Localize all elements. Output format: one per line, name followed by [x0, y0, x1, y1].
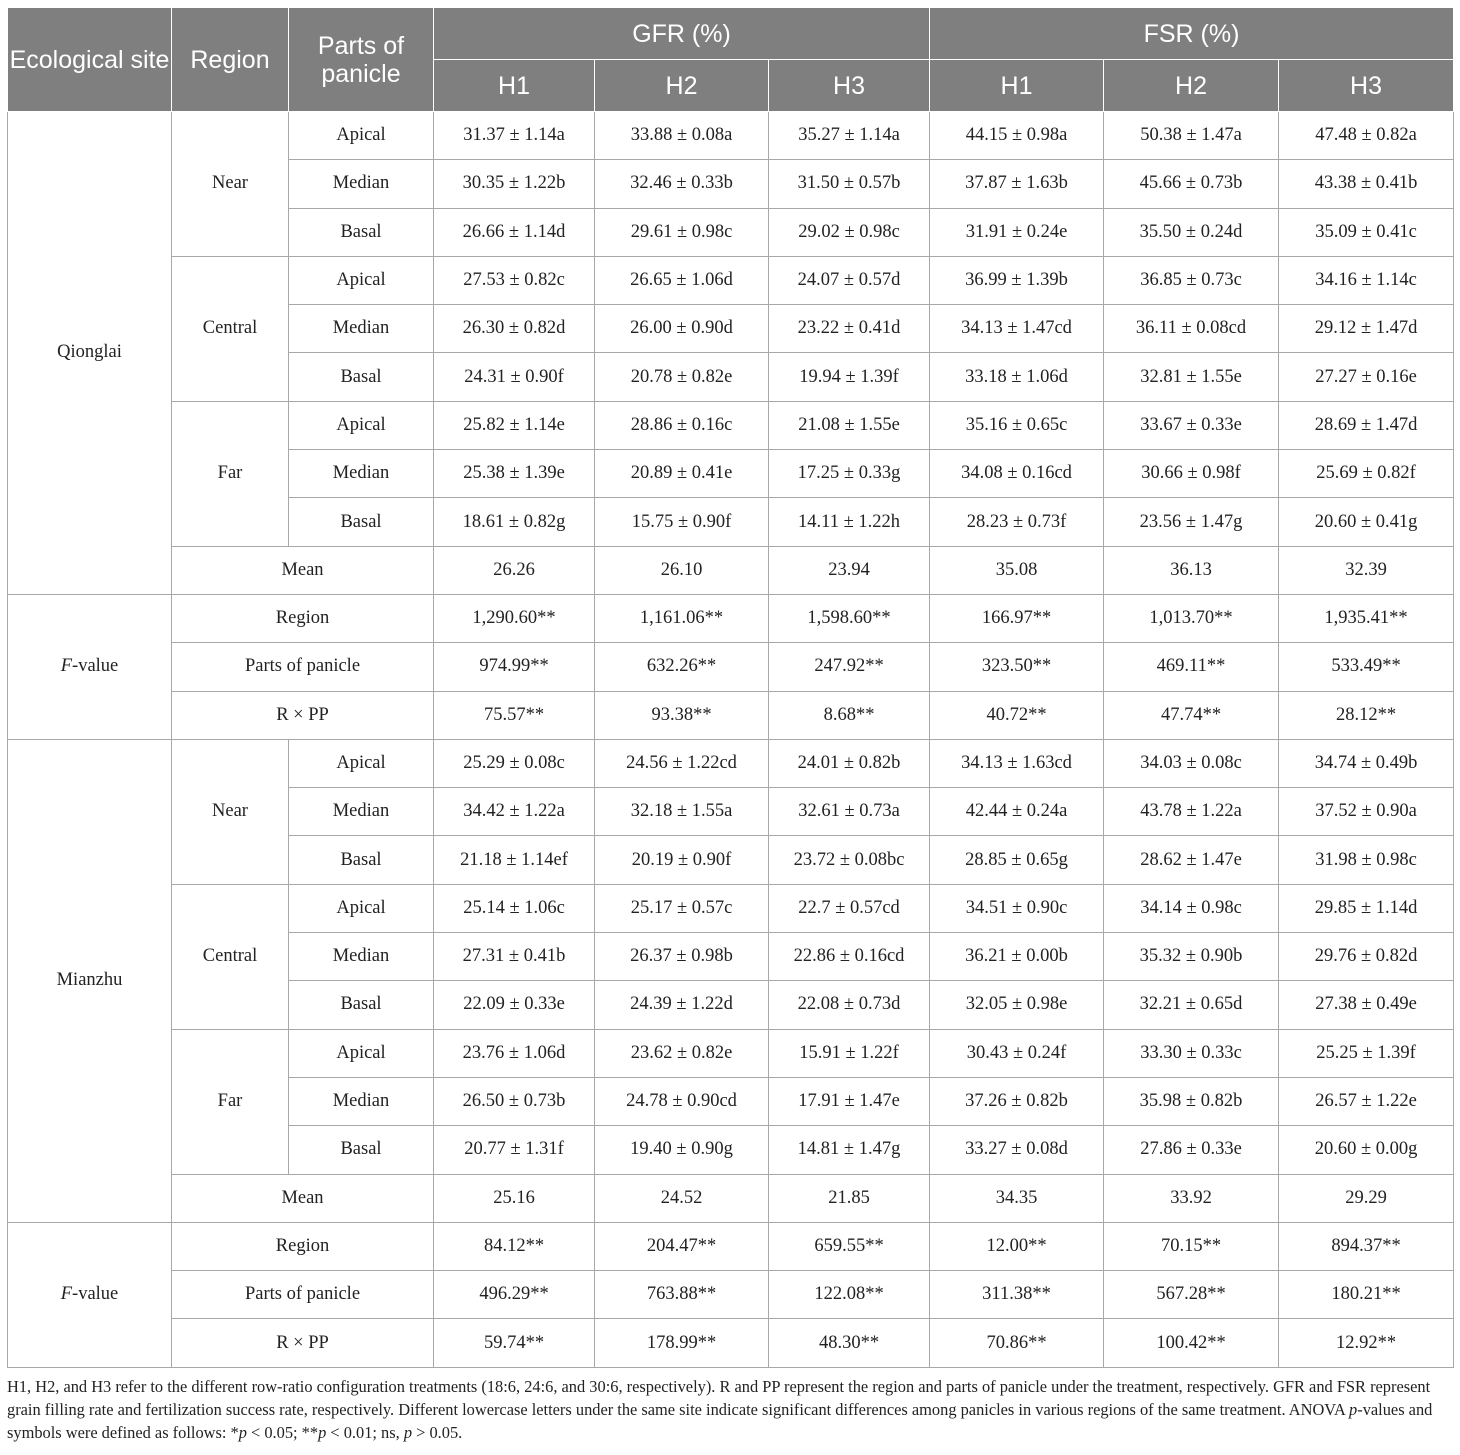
- value-cell: 36.85 ± 0.73c: [1104, 256, 1279, 304]
- value-cell: 24.56 ± 1.22cd: [595, 739, 769, 787]
- fvalue-value-cell: 533.49**: [1279, 643, 1454, 691]
- value-cell: 15.91 ± 1.22f: [769, 1029, 930, 1077]
- value-cell: 36.21 ± 0.00b: [930, 933, 1104, 981]
- value-cell: 22.08 ± 0.73d: [769, 981, 930, 1029]
- value-cell: 35.09 ± 0.41c: [1279, 208, 1454, 256]
- value-cell: 30.43 ± 0.24f: [930, 1029, 1104, 1077]
- footnote-p: p: [403, 1423, 413, 1442]
- mean-value-cell: 34.35: [930, 1174, 1104, 1222]
- fvalue-value-cell: 469.11**: [1104, 643, 1279, 691]
- panicle-part-cell: Basal: [289, 353, 434, 401]
- value-cell: 29.76 ± 0.82d: [1279, 933, 1454, 981]
- mean-value-cell: 33.92: [1104, 1174, 1279, 1222]
- site-name-cell: Mianzhu: [8, 739, 172, 1222]
- panicle-part-cell: Basal: [289, 981, 434, 1029]
- value-cell: 23.56 ± 1.47g: [1104, 498, 1279, 546]
- value-cell: 43.78 ± 1.22a: [1104, 788, 1279, 836]
- fvalue-row: [8, 643, 1454, 691]
- fvalue-value-cell: 180.21**: [1279, 1271, 1454, 1319]
- footnote-p: p: [318, 1423, 327, 1442]
- fvalue-value-cell: 1,935.41**: [1279, 594, 1454, 642]
- panicle-part-cell: Median: [289, 450, 434, 498]
- value-cell: 25.14 ± 1.06c: [434, 884, 595, 932]
- value-cell: 23.72 ± 0.08bc: [769, 836, 930, 884]
- table-body: [8, 112, 1454, 1368]
- fvalue-value-cell: 1,161.06**: [595, 594, 769, 642]
- value-cell: 30.35 ± 1.22b: [434, 160, 595, 208]
- fvalue-value-cell: 311.38**: [930, 1271, 1104, 1319]
- value-cell: 14.81 ± 1.47g: [769, 1126, 930, 1174]
- value-cell: 37.52 ± 0.90a: [1279, 788, 1454, 836]
- value-cell: 22.86 ± 0.16cd: [769, 933, 930, 981]
- value-cell: 42.44 ± 0.24a: [930, 788, 1104, 836]
- value-cell: 35.16 ± 0.65c: [930, 401, 1104, 449]
- region-name-cell: Central: [172, 256, 289, 401]
- footnote-text: -values and symbols were defined as follows: *: [7, 1400, 1433, 1442]
- footnote-p: p: [238, 1423, 247, 1442]
- value-cell: 27.86 ± 0.33e: [1104, 1126, 1279, 1174]
- panicle-part-cell: Apical: [289, 739, 434, 787]
- value-cell: 17.91 ± 1.47e: [769, 1077, 930, 1125]
- data-table-container: [7, 7, 1453, 1368]
- panicle-part-cell: Apical: [289, 1029, 434, 1077]
- panicle-part-cell: Apical: [289, 256, 434, 304]
- mean-value-cell: 23.94: [769, 546, 930, 594]
- value-cell: 36.99 ± 1.39b: [930, 256, 1104, 304]
- value-cell: 31.37 ± 1.14a: [434, 112, 595, 160]
- panicle-part-cell: Apical: [289, 884, 434, 932]
- value-cell: 26.00 ± 0.90d: [595, 305, 769, 353]
- value-cell: 34.08 ± 0.16cd: [930, 450, 1104, 498]
- fvalue-value-cell: 894.37**: [1279, 1222, 1454, 1270]
- value-cell: 33.67 ± 0.33e: [1104, 401, 1279, 449]
- fvalue-source-cell: Region: [172, 594, 434, 642]
- fvalue-value-cell: 659.55**: [769, 1222, 930, 1270]
- header-fsr-h2: H2: [1104, 60, 1279, 112]
- fvalue-value-cell: 59.74**: [434, 1319, 595, 1367]
- value-cell: 30.66 ± 0.98f: [1104, 450, 1279, 498]
- value-cell: 22.7 ± 0.57cd: [769, 884, 930, 932]
- value-cell: 19.40 ± 0.90g: [595, 1126, 769, 1174]
- value-cell: 20.77 ± 1.31f: [434, 1126, 595, 1174]
- value-cell: 50.38 ± 1.47a: [1104, 112, 1279, 160]
- fvalue-source-cell: R × PP: [172, 691, 434, 739]
- value-cell: 28.23 ± 0.73f: [930, 498, 1104, 546]
- value-cell: 31.50 ± 0.57b: [769, 160, 930, 208]
- fvalue-value-cell: 567.28**: [1104, 1271, 1279, 1319]
- value-cell: 35.98 ± 0.82b: [1104, 1077, 1279, 1125]
- value-cell: 34.14 ± 0.98c: [1104, 884, 1279, 932]
- table-row: [8, 256, 1454, 304]
- panicle-part-cell: Median: [289, 305, 434, 353]
- fvalue-value-cell: 84.12**: [434, 1222, 595, 1270]
- fvalue-value-cell: 1,290.60**: [434, 594, 595, 642]
- fvalue-value-cell: 1,013.70**: [1104, 594, 1279, 642]
- value-cell: 27.38 ± 0.49e: [1279, 981, 1454, 1029]
- value-cell: 33.30 ± 0.33c: [1104, 1029, 1279, 1077]
- fvalue-value-cell: 70.86**: [930, 1319, 1104, 1367]
- value-cell: 34.13 ± 1.63cd: [930, 739, 1104, 787]
- value-cell: 20.89 ± 0.41e: [595, 450, 769, 498]
- panicle-part-cell: Apical: [289, 401, 434, 449]
- panicle-part-cell: Basal: [289, 208, 434, 256]
- value-cell: 33.88 ± 0.08a: [595, 112, 769, 160]
- fvalue-value-cell: 47.74**: [1104, 691, 1279, 739]
- fvalue-value-cell: 70.15**: [1104, 1222, 1279, 1270]
- fvalue-value-cell: 28.12**: [1279, 691, 1454, 739]
- header-gfr-h1: H1: [434, 60, 595, 112]
- value-cell: 32.81 ± 1.55e: [1104, 353, 1279, 401]
- value-cell: 34.03 ± 0.08c: [1104, 739, 1279, 787]
- value-cell: 32.61 ± 0.73a: [769, 788, 930, 836]
- fvalue-value-cell: 763.88**: [595, 1271, 769, 1319]
- region-name-cell: Near: [172, 112, 289, 257]
- value-cell: 26.66 ± 1.14d: [434, 208, 595, 256]
- value-cell: 29.85 ± 1.14d: [1279, 884, 1454, 932]
- value-cell: 37.87 ± 1.63b: [930, 160, 1104, 208]
- fvalue-value-cell: 93.38**: [595, 691, 769, 739]
- header-fsr-h1: H1: [930, 60, 1104, 112]
- panicle-part-cell: Median: [289, 160, 434, 208]
- table-row: [8, 739, 1454, 787]
- value-cell: 36.11 ± 0.08cd: [1104, 305, 1279, 353]
- fvalue-value-cell: 122.08**: [769, 1271, 930, 1319]
- mean-row: [8, 546, 1454, 594]
- mean-value-cell: 26.26: [434, 546, 595, 594]
- value-cell: 24.31 ± 0.90f: [434, 353, 595, 401]
- fvalue-value-cell: 247.92**: [769, 643, 930, 691]
- value-cell: 32.05 ± 0.98e: [930, 981, 1104, 1029]
- value-cell: 20.60 ± 0.00g: [1279, 1126, 1454, 1174]
- value-cell: 20.19 ± 0.90f: [595, 836, 769, 884]
- mean-row: [8, 1174, 1454, 1222]
- fvalue-label-cell: [8, 594, 172, 739]
- region-name-cell: Far: [172, 1029, 289, 1174]
- value-cell: 34.16 ± 1.14c: [1279, 256, 1454, 304]
- value-cell: 14.11 ± 1.22h: [769, 498, 930, 546]
- table-footnote: [7, 1375, 1453, 1444]
- fvalue-source-cell: Region: [172, 1222, 434, 1270]
- mean-value-cell: 35.08: [930, 546, 1104, 594]
- region-name-cell: Far: [172, 401, 289, 546]
- fvalue-label-f: F: [60, 1284, 73, 1305]
- fvalue-value-cell: 166.97**: [930, 594, 1104, 642]
- fvalue-value-cell: 48.30**: [769, 1319, 930, 1367]
- table-row: [8, 401, 1454, 449]
- fvalue-row: [8, 1222, 1454, 1270]
- value-cell: 33.18 ± 1.06d: [930, 353, 1104, 401]
- fvalue-row: [8, 1319, 1454, 1367]
- fvalue-value-cell: 8.68**: [769, 691, 930, 739]
- value-cell: 44.15 ± 0.98a: [930, 112, 1104, 160]
- value-cell: 29.61 ± 0.98c: [595, 208, 769, 256]
- value-cell: 28.85 ± 0.65g: [930, 836, 1104, 884]
- footnote-text: > 0.05.: [412, 1423, 463, 1442]
- footnote-text: H1, H2, and H3 refer to the different row-ratio configuration treatments (18:6, 24:6, and 30:6, respectively). R and PP represent the region and parts of panicle under the treatment, respectively. GFR and FSR represent grain filling rate and fertilization success rate, respectively. Different lowercase letters under the same site indicate significant differences among panicles in various regions of the same treatment. ANOVA: [7, 1377, 1431, 1419]
- value-cell: 32.46 ± 0.33b: [595, 160, 769, 208]
- fvalue-value-cell: 40.72**: [930, 691, 1104, 739]
- value-cell: 19.94 ± 1.39f: [769, 353, 930, 401]
- mean-label-cell: Mean: [172, 546, 434, 594]
- footnote-text: < 0.01; ns,: [326, 1423, 404, 1442]
- fvalue-value-cell: 323.50**: [930, 643, 1104, 691]
- value-cell: 26.37 ± 0.98b: [595, 933, 769, 981]
- value-cell: 25.17 ± 0.57c: [595, 884, 769, 932]
- value-cell: 29.02 ± 0.98c: [769, 208, 930, 256]
- value-cell: 27.31 ± 0.41b: [434, 933, 595, 981]
- value-cell: 25.69 ± 0.82f: [1279, 450, 1454, 498]
- fvalue-row: [8, 691, 1454, 739]
- fvalue-source-cell: Parts of panicle: [172, 643, 434, 691]
- region-name-cell: Central: [172, 884, 289, 1029]
- value-cell: 28.62 ± 1.47e: [1104, 836, 1279, 884]
- fvalue-value-cell: 1,598.60**: [769, 594, 930, 642]
- value-cell: 24.39 ± 1.22d: [595, 981, 769, 1029]
- mean-value-cell: 36.13: [1104, 546, 1279, 594]
- header-fsr: FSR (%): [930, 8, 1454, 60]
- value-cell: 20.78 ± 0.82e: [595, 353, 769, 401]
- value-cell: 18.61 ± 0.82g: [434, 498, 595, 546]
- value-cell: 21.08 ± 1.55e: [769, 401, 930, 449]
- mean-value-cell: 25.16: [434, 1174, 595, 1222]
- value-cell: 24.07 ± 0.57d: [769, 256, 930, 304]
- value-cell: 26.50 ± 0.73b: [434, 1077, 595, 1125]
- value-cell: 34.13 ± 1.47cd: [930, 305, 1104, 353]
- value-cell: 26.57 ± 1.22e: [1279, 1077, 1454, 1125]
- value-cell: 45.66 ± 0.73b: [1104, 160, 1279, 208]
- mean-value-cell: 26.10: [595, 546, 769, 594]
- value-cell: 28.86 ± 0.16c: [595, 401, 769, 449]
- value-cell: 17.25 ± 0.33g: [769, 450, 930, 498]
- value-cell: 24.78 ± 0.90cd: [595, 1077, 769, 1125]
- value-cell: 25.29 ± 0.08c: [434, 739, 595, 787]
- value-cell: 20.60 ± 0.41g: [1279, 498, 1454, 546]
- fvalue-row: [8, 594, 1454, 642]
- fvalue-value-cell: 100.42**: [1104, 1319, 1279, 1367]
- value-cell: 32.18 ± 1.55a: [595, 788, 769, 836]
- value-cell: 28.69 ± 1.47d: [1279, 401, 1454, 449]
- header-gfr-h3: H3: [769, 60, 930, 112]
- value-cell: 24.01 ± 0.82b: [769, 739, 930, 787]
- header-ecological-site: Ecological site: [8, 8, 172, 112]
- value-cell: 43.38 ± 0.41b: [1279, 160, 1454, 208]
- value-cell: 26.65 ± 1.06d: [595, 256, 769, 304]
- fvalue-value-cell: 75.57**: [434, 691, 595, 739]
- fvalue-label-f: F: [60, 656, 73, 677]
- value-cell: 29.12 ± 1.47d: [1279, 305, 1454, 353]
- value-cell: 32.21 ± 0.65d: [1104, 981, 1279, 1029]
- value-cell: 31.98 ± 0.98c: [1279, 836, 1454, 884]
- header-region: Region: [172, 8, 289, 112]
- mean-value-cell: 29.29: [1279, 1174, 1454, 1222]
- mean-value-cell: 32.39: [1279, 546, 1454, 594]
- value-cell: 35.50 ± 0.24d: [1104, 208, 1279, 256]
- fvalue-value-cell: 496.29**: [434, 1271, 595, 1319]
- footnote-p: p: [1349, 1400, 1358, 1419]
- header-gfr: GFR (%): [434, 8, 930, 60]
- value-cell: 35.32 ± 0.90b: [1104, 933, 1279, 981]
- panicle-part-cell: Basal: [289, 836, 434, 884]
- value-cell: 27.53 ± 0.82c: [434, 256, 595, 304]
- value-cell: 34.51 ± 0.90c: [930, 884, 1104, 932]
- mean-label-cell: Mean: [172, 1174, 434, 1222]
- fvalue-label-cell: [8, 1222, 172, 1367]
- value-cell: 23.22 ± 0.41d: [769, 305, 930, 353]
- site-name-cell: Qionglai: [8, 112, 172, 595]
- value-cell: 21.18 ± 1.14ef: [434, 836, 595, 884]
- panicle-part-cell: Basal: [289, 498, 434, 546]
- value-cell: 27.27 ± 0.16e: [1279, 353, 1454, 401]
- footnote-text: < 0.05; **: [246, 1423, 319, 1442]
- fvalue-source-cell: R × PP: [172, 1319, 434, 1367]
- panicle-part-cell: Apical: [289, 112, 434, 160]
- region-name-cell: Near: [172, 739, 289, 884]
- value-cell: 15.75 ± 0.90f: [595, 498, 769, 546]
- fvalue-value-cell: 178.99**: [595, 1319, 769, 1367]
- value-cell: 31.91 ± 0.24e: [930, 208, 1104, 256]
- mean-value-cell: 24.52: [595, 1174, 769, 1222]
- value-cell: 47.48 ± 0.82a: [1279, 112, 1454, 160]
- fvalue-label-rest: -value: [72, 656, 119, 677]
- value-cell: 23.62 ± 0.82e: [595, 1029, 769, 1077]
- panicle-part-cell: Median: [289, 933, 434, 981]
- header-fsr-h3: H3: [1279, 60, 1454, 112]
- value-cell: 25.25 ± 1.39f: [1279, 1029, 1454, 1077]
- fvalue-label-rest: -value: [72, 1284, 119, 1305]
- table-row: [8, 884, 1454, 932]
- value-cell: 25.82 ± 1.14e: [434, 401, 595, 449]
- mean-value-cell: 21.85: [769, 1174, 930, 1222]
- fvalue-value-cell: 632.26**: [595, 643, 769, 691]
- panicle-part-cell: Median: [289, 1077, 434, 1125]
- value-cell: 35.27 ± 1.14a: [769, 112, 930, 160]
- table-row: [8, 112, 1454, 160]
- value-cell: 23.76 ± 1.06d: [434, 1029, 595, 1077]
- value-cell: 34.74 ± 0.49b: [1279, 739, 1454, 787]
- panicle-part-cell: Median: [289, 788, 434, 836]
- fvalue-value-cell: 204.47**: [595, 1222, 769, 1270]
- panicle-part-cell: Basal: [289, 1126, 434, 1174]
- fvalue-value-cell: 12.00**: [930, 1222, 1104, 1270]
- data-table: [7, 7, 1454, 1368]
- header-parts-of-panicle: Parts of panicle: [289, 8, 434, 112]
- fvalue-row: [8, 1271, 1454, 1319]
- value-cell: 33.27 ± 0.08d: [930, 1126, 1104, 1174]
- value-cell: 26.30 ± 0.82d: [434, 305, 595, 353]
- fvalue-source-cell: Parts of panicle: [172, 1271, 434, 1319]
- table-row: [8, 1029, 1454, 1077]
- header-gfr-h2: H2: [595, 60, 769, 112]
- value-cell: 37.26 ± 0.82b: [930, 1077, 1104, 1125]
- value-cell: 22.09 ± 0.33e: [434, 981, 595, 1029]
- value-cell: 34.42 ± 1.22a: [434, 788, 595, 836]
- value-cell: 25.38 ± 1.39e: [434, 450, 595, 498]
- fvalue-value-cell: 12.92**: [1279, 1319, 1454, 1367]
- fvalue-value-cell: 974.99**: [434, 643, 595, 691]
